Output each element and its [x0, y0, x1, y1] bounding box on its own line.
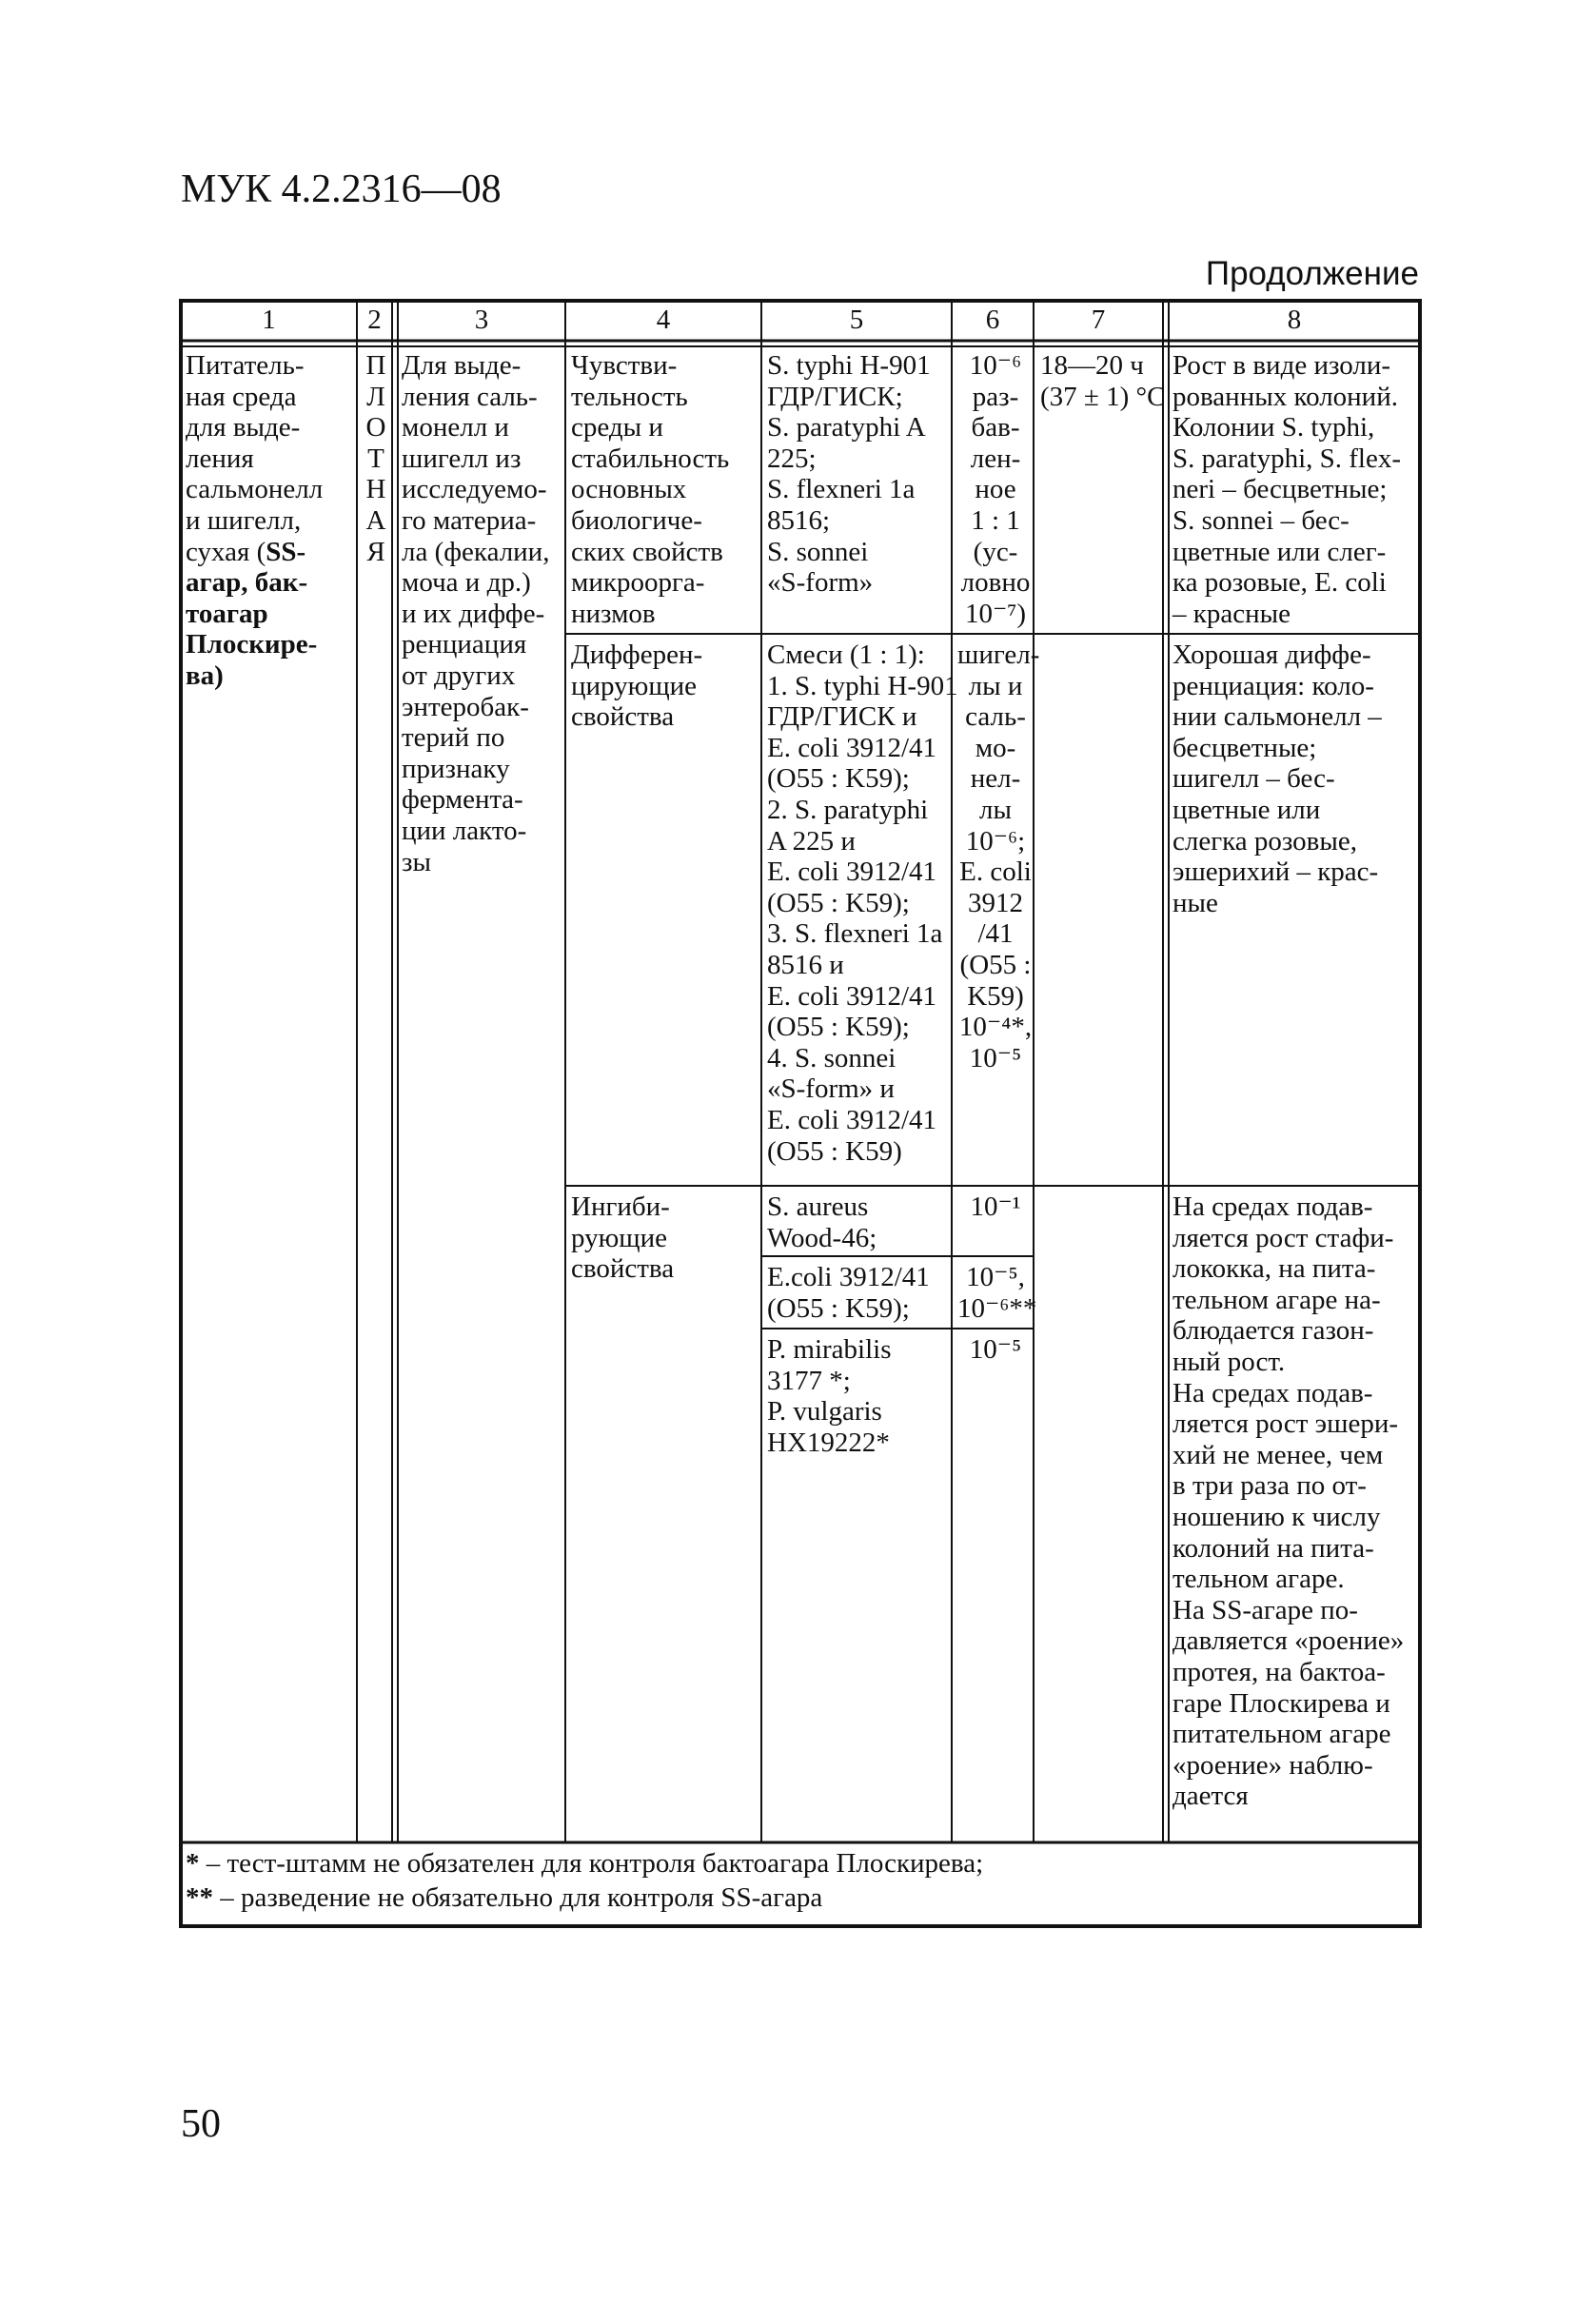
footnote-2-text: – разведение не обязательно для контроля SS-агара: [213, 1882, 823, 1913]
dilution-differentiating: шигел- лы и саль- мо- нел- лы 10⁻⁶; E. coli 3912 /41 (O55 : K59) 10⁻⁴*, 10⁻⁵: [957, 640, 1040, 1073]
medium-name-bold-b: агар, бак- тоагар Плоскире- ва): [186, 567, 318, 691]
strains-inhibiting-c: P. mirabilis 3177 *; P. vulgaris HX19222*: [767, 1334, 892, 1458]
header-col-5: 5: [849, 305, 864, 335]
dilution-inhibiting-c: 10⁻⁵: [969, 1334, 1022, 1365]
property-inhibiting: Ингиби- рующие свойства: [571, 1191, 675, 1285]
header-col-4: 4: [656, 305, 671, 335]
medium-name-bold-a: SS-: [266, 536, 306, 567]
result-inhibiting: На средах подав- ляется рост стафи- лококка, на пита- тельном агаре на- блюдается газон- ный рост. На средах подав- ляется рост эшери- хий не менее, чем в три раза по от- ношению к числу колоний на пита- тельном агаре. На SS-агаре по- давляется «роение» протея, на бактоа- гаре Плоскирева и питательном агаре «роение» наблю- дается: [1172, 1191, 1405, 1812]
strains-inhibiting-b: E.coli 3912/41 (O55 : K59);: [767, 1262, 930, 1324]
property-sensitivity: Чувстви- тельность среды и стабильность основных биологиче- ских свойств микроорга- низмов: [571, 350, 730, 629]
header-col-1: 1: [262, 305, 276, 335]
header-col-8: 8: [1287, 305, 1302, 335]
dilution-sensitivity: 10⁻⁶ раз- бав- лен- ное 1 : 1 (ус- ловно 10⁻⁷): [960, 350, 1031, 629]
purpose-cell: Для выде- ления саль- монелл и шигелл из исследуемо- го материа- ла (фекалии, моча и др.) и их диффе- ренциация от других энтеробак- терий по признаку ферментa- ции лакто- зы: [402, 350, 550, 877]
header-col-7: 7: [1091, 305, 1106, 335]
form-cell: П Л О Т Н А Я: [365, 350, 386, 567]
result-sensitivity: Рост в виде изоли- рованных колоний. Колонии S. typhi, S. paratyphi, S. flex- neri – бесцветные; S. sonnei – бес- цветные или слег- ка розовые, E. coli – красные: [1172, 350, 1402, 629]
page-number: 50: [181, 2102, 221, 2146]
footnote-1-mark: *: [186, 1848, 200, 1879]
dilution-inhibiting-a: 10⁻¹: [970, 1191, 1021, 1222]
footnote-1-text: – тест-штамм не обязателен для контроля бактоагара Плоскирева;: [199, 1848, 984, 1879]
footnote-2: [186, 1882, 822, 1914]
medium-name-text: Питатель- ная среда для выде- ления сальмонелл и шигелл, сухая (: [186, 350, 324, 567]
footnote-1: [186, 1848, 983, 1880]
footnote-2-mark: **: [186, 1882, 213, 1913]
incubation-cell: 18—20 ч (37 ± 1) °С: [1040, 350, 1166, 412]
result-differentiating: Хорошая диффе- ренциация: коло- нии сальмонелл – бесцветные; шигелл – бес- цветные или слегка розовые, эшерихий – крас- ные: [1172, 640, 1382, 918]
strains-inhibiting-a: S. aureus Wood-46;: [767, 1191, 877, 1253]
header-col-2: 2: [367, 305, 382, 335]
header-col-3: 3: [474, 305, 489, 335]
medium-name-cell: [186, 350, 323, 692]
property-differentiating: Дифферен- цирующие свойства: [571, 640, 703, 733]
strains-differentiating: Смеси (1 : 1): 1. S. typhi H-901 ГДР/ГИСК и E. coli 3912/41 (O55 : K59); 2. S. paratyphi A 225 и E. coli 3912/41 (O55 : K59); 3. S. flexneri 1a 8516 и E. coli 3912/41 (O55 : K59); 4. S. sonnei «S-form» и E. coli 3912/41 (O55 : K59): [767, 640, 958, 1167]
header-col-6: 6: [985, 305, 1000, 335]
dilution-inhibiting-b: 10⁻⁵, 10⁻⁶**: [957, 1262, 1037, 1324]
document-code: МУК 4.2.2316—08: [181, 167, 502, 211]
continuation-label: Продолжение: [1205, 255, 1419, 292]
strains-sensitivity: S. typhi H-901 ГДР/ГИСК; S. paratyphi A 225; S. flexneri 1a 8516; S. sonnei «S-form»: [767, 350, 931, 599]
